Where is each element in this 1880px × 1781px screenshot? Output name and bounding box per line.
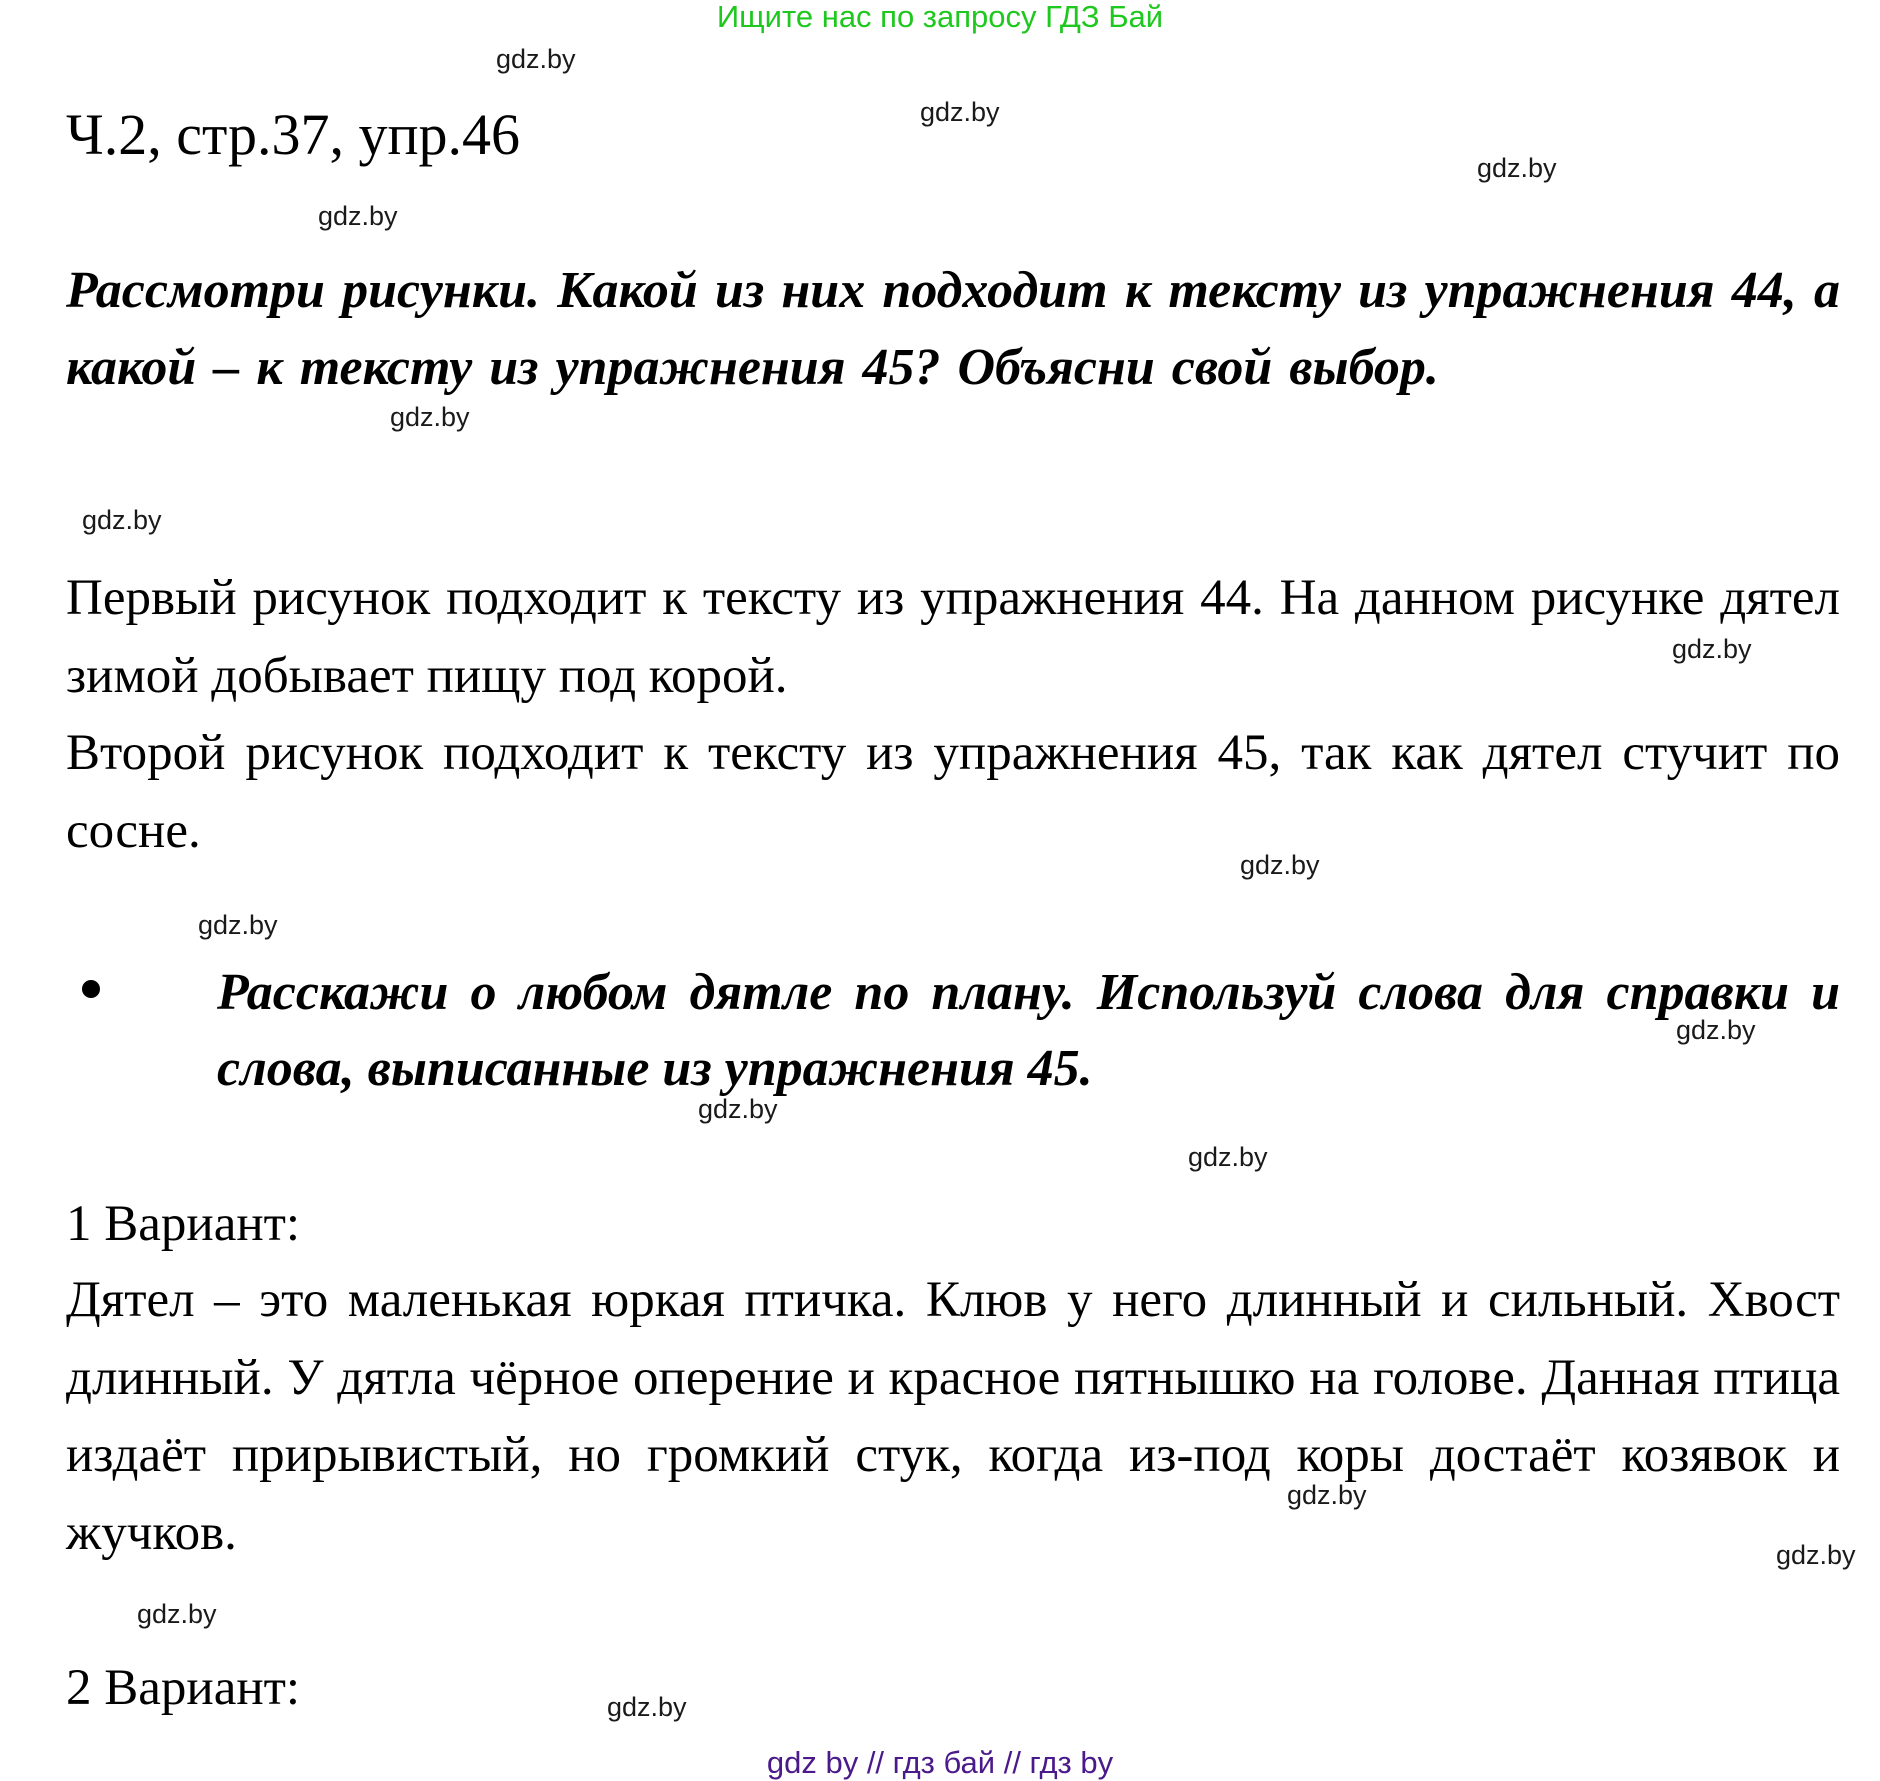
bullet-icon xyxy=(82,980,100,998)
variant-1-label: 1 Вариант: xyxy=(66,1196,301,1252)
watermark: gdz.by xyxy=(1672,634,1752,664)
watermark: gdz.by xyxy=(496,44,576,74)
search-banner: Ищите нас по запросу ГДЗ Бай xyxy=(716,0,1164,34)
page-title: Ч.2, стр.37, упр.46 xyxy=(66,102,521,167)
watermark: gdz.by xyxy=(390,402,470,432)
task-instruction: Рассмотри рисунки. Какой из них подходит к тексту из упражнения 44, а какой – к тексту из упражнения 45? Объясни свой выбор. xyxy=(66,262,1840,396)
answer-first: Первый рисунок подходит к тексту из упражнения 44. На данном рисунке дятел зимой добывает пищу под корой. xyxy=(66,570,1840,704)
bullet-task: Расскажи о любом дятле по плану. Используй слова для справки и слова, выписанные из упражнения 45. xyxy=(217,964,1840,1097)
watermark: gdz.by xyxy=(1287,1480,1367,1510)
answer-second: Второй рисунок подходит к тексту из упражнения 45, так как дятел стучит по сосне. xyxy=(66,725,1840,859)
watermark: gdz.by xyxy=(1676,1015,1756,1045)
variant-2-label: 2 Вариант: xyxy=(66,1660,301,1716)
watermark: gdz.by xyxy=(1188,1142,1268,1172)
watermark: gdz.by xyxy=(1776,1540,1856,1570)
watermark: gdz.by xyxy=(137,1599,217,1629)
variant-1-text: Дятел – это маленькая юркая птичка. Клюв у него длинный и сильный. Хвост длинный. У дятла чёрное оперение и красное пятнышко на голове. Данная птица издаёт прирывистый, но громкий стук, когда из-под коры достаёт козявок и жучков. xyxy=(66,1272,1840,1561)
watermark: gdz.by xyxy=(607,1692,687,1722)
watermark: gdz.by xyxy=(318,201,398,231)
watermark: gdz.by xyxy=(1477,153,1557,183)
footer-links: gdz by // гдз бай // гдз by xyxy=(766,1745,1114,1780)
watermark: gdz.by xyxy=(698,1094,778,1124)
watermark: gdz.by xyxy=(82,505,162,535)
watermark: gdz.by xyxy=(198,910,278,940)
watermark: gdz.by xyxy=(1240,850,1320,880)
watermark: gdz.by xyxy=(920,97,1000,127)
